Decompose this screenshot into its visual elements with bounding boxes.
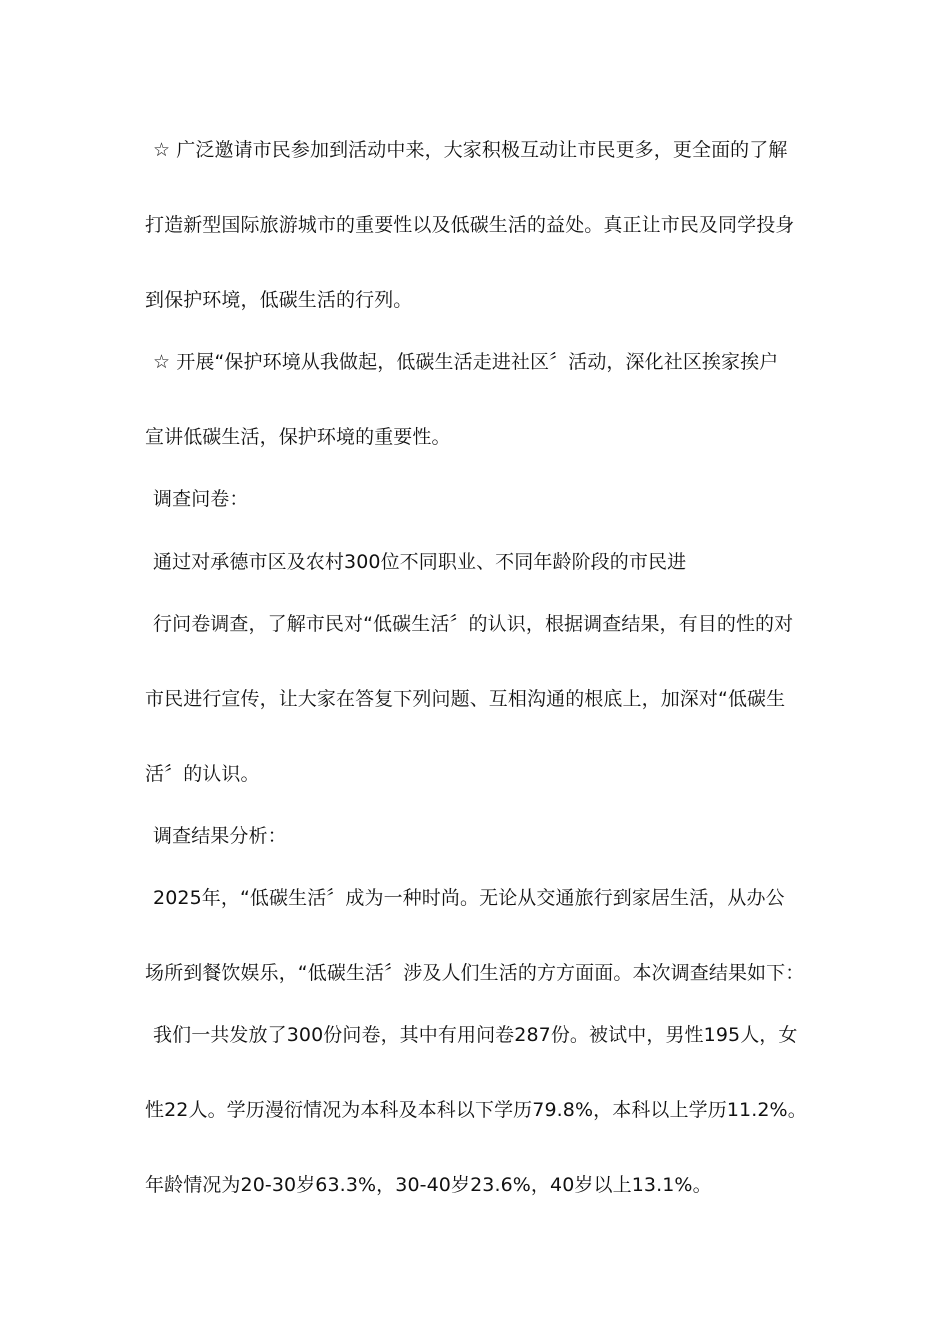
section-heading: 调查问卷： xyxy=(153,488,249,510)
paragraph-line: 行问卷调查，了解市民对“低碳生活〞的认识，根据调查结果，有目的性的对 xyxy=(153,613,794,635)
paragraph-line: 2025年，“低碳生活〞成为一种时尚。无论从交通旅行到家居生活，从办公 xyxy=(153,887,785,909)
paragraph-line: 宣讲低碳生活，保护环境的重要性。 xyxy=(145,426,451,448)
paragraph-line: ☆ 开展“保护环境从我做起，低碳生活走进社区〞活动，深化社区挨家挨户 xyxy=(153,351,779,373)
paragraph-line: 通过对承德市区及农村300位不同职业、不同年龄阶段的市民进 xyxy=(153,551,687,573)
paragraph-line: 我们一共发放了300份问卷，其中有用问卷287份。被试中，男性195人，女 xyxy=(153,1024,798,1046)
paragraph-line: 市民进行宣传，让大家在答复下列问题、互相沟通的根底上，加深对“低碳生 xyxy=(145,688,786,710)
section-heading: 调查结果分析： xyxy=(153,825,287,847)
paragraph-line: 年龄情况为20-30岁63.3%，30-40岁23.6%，40岁以上13.1%。 xyxy=(145,1174,712,1196)
paragraph-line: 活〞的认识。 xyxy=(145,763,260,785)
paragraph-line: 性22人。学历漫衍情况为本科及本科以下学历79.8%，本科以上学历11.2%。 xyxy=(145,1099,807,1121)
paragraph-line: 到保护环境，低碳生活的行列。 xyxy=(145,289,413,311)
paragraph-line: 场所到餐饮娱乐，“低碳生活〞涉及人们生活的方方面面。本次调查结果如下： xyxy=(145,962,805,984)
paragraph-line: 打造新型国际旅游城市的重要性以及低碳生活的益处。真正让市民及同学投身 xyxy=(145,214,795,236)
paragraph-line: ☆ 广泛邀请市民参加到活动中来，大家积极互动让市民更多，更全面的了解 xyxy=(153,139,788,161)
